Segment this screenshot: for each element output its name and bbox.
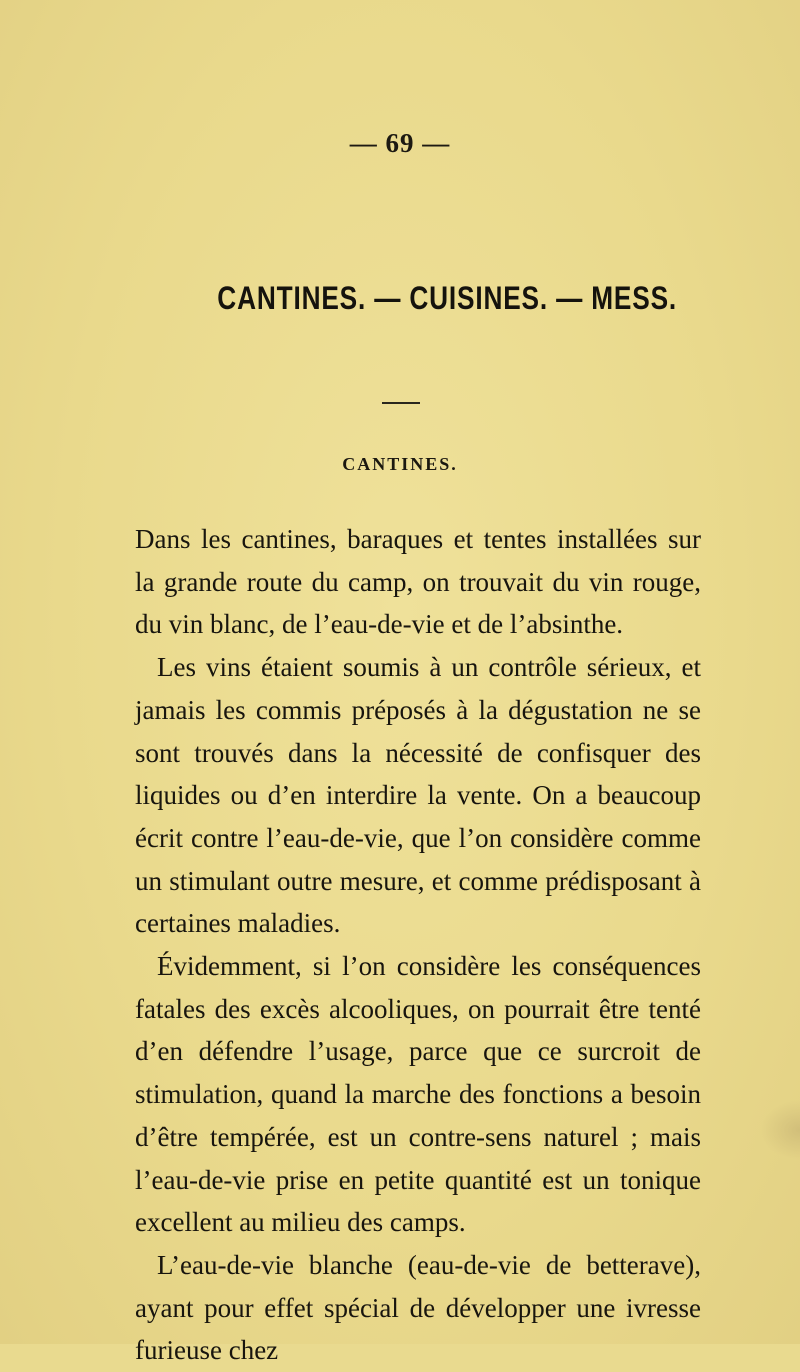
page-number: — 69 — [349,128,451,158]
paragraph-3: Évidemment, si l’on considère les conséquences fatales des excès alcooliques, on pourrait être tenté d’en défendre l’usage, parce que ce surcroit de stimulation, quand la marche des fonctions a besoin d’être tempérée, est un contre-sens naturel ; mais l’eau-de-vie prise en petite quantité est un tonique excellent au milieu des camps. [135,951,701,1238]
paragraph-4: L’eau-de-vie blanche (eau-de-vie de betterave), ayant pour effet spécial de développer une ivresse furieuse chez [135,1249,701,1366]
paper-smudge [760,1100,800,1160]
paragraph-1: Dans les cantines, baraques et tentes installées sur la grande route du camp, on trouvait du vin rouge, du vin blanc, de l’eau-de-vie et de l’absinthe. [135,524,701,640]
section-title: CANTINES. [342,454,458,474]
body-text [135,518,701,1372]
paragraph-2: Les vins étaient soumis à un contrôle sérieux, et jamais les commis préposés à la dégustation ne se sont trouvés dans la nécessité de confisquer des liquides ou d’en interdire la vente. On a beaucoup écrit contre l’eau-de-vie, que l’on considère comme un stimulant outre mesure, et comme prédisposant à certaines maladies. [135,652,701,939]
title-divider [382,402,420,404]
chapter-title: CANTINES. — CUISINES. — MESS. [217,280,678,316]
